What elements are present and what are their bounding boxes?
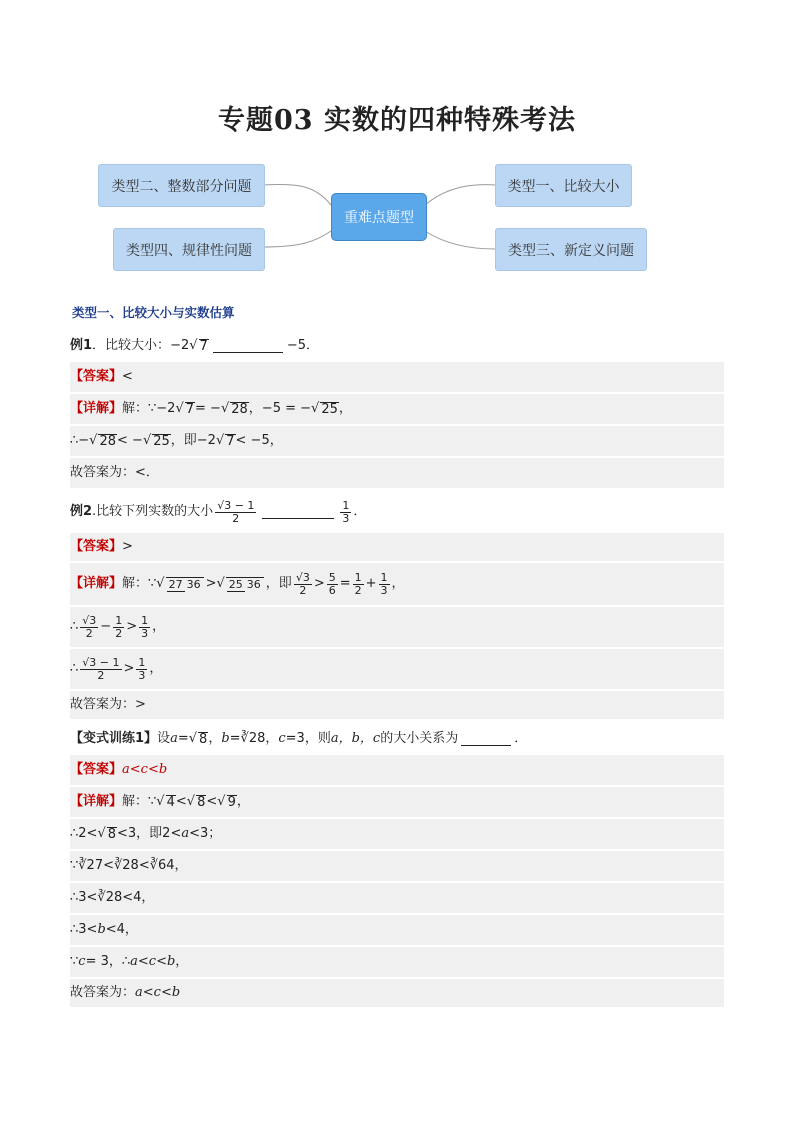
example2-detail-line1: 【详解】 解：∵ √ 27 36 > √ 25 36 ，即 $\frac{√3}{2}$ > $\frac{5}{6}$ = $\frac{1}{2}$ + $\frac{1}{3}$ ， [70,563,724,605]
mindmap-node-type4: 类型四、规律性问题 [113,228,265,271]
example2-question: 例2 .比较下列实数的大小 $\frac{√3 - 1}{2}$ $\frac{1}{3}$ ． [70,498,367,525]
mindmap-center-node: 重难点题型 [331,193,427,241]
variant1-detail-line4: ∴3<∛28<4， [70,883,724,913]
section-heading: 类型一、比较大小与实数估算 [72,305,235,320]
variant1-answer: 【答案】 a<c<b [70,755,724,785]
mindmap-node-type2: 类型二、整数部分问题 [98,164,265,207]
variant1-question: 【变式训练1】 设 a = √ 8 ， b =∛28， c =3，则 a，b，c 的大小关系为 ． [70,731,528,747]
answer-blank [461,733,511,746]
variant1-conclusion: 故答案为： a<c<b [70,979,724,1007]
mindmap-node-type3: 类型三、新定义问题 [495,228,647,271]
example1-detail-line1: 【详解】 解：∵−2 √ 7 = − √ 28 ，−5 = − √ 25 ， [70,394,724,424]
example2-detail-line3: ∴ $\frac{√3 - 1}{2}$ > $\frac{1}{3}$ ， [70,649,724,689]
example1-question: 例1 ．比较大小： −2 √ 7 −5． [70,338,319,354]
variant1-detail-line2: ∴2< √ 8 <3，即2< a <3； [70,819,724,849]
page-title: 专题03 实数的四种特殊考法 [218,105,576,136]
mindmap-node-type1: 类型一、比较大小 [495,164,632,207]
example1-answer: 【答案】 < [70,362,724,392]
variant1-detail-line1: 【详解】 解：∵ √ 4 < √ 8 < √ 9 ， [70,787,724,817]
example1-detail-line2: ∴− √ 28 < − √ 25 ，即−2 √ 7 < −5， [70,426,724,456]
example2-detail-line2: ∴ $\frac{√3}{2}$ − $\frac{1}{2}$ > $\frac{1}{3}$ ， [70,607,724,647]
variant1-detail-line6: ∵ c = 3，∴ a<c<b ， [70,947,724,977]
example2-conclusion: 故答案为：> [70,691,724,719]
answer-blank [262,506,334,519]
variant1-detail-line3: ∵∛27<∛28<∛64， [70,851,724,881]
answer-blank [213,340,283,353]
variant1-detail-line5: ∴3< b <4， [70,915,724,945]
example1-conclusion: 故答案为：<． [70,458,724,488]
example2-answer: 【答案】 > [70,533,724,561]
